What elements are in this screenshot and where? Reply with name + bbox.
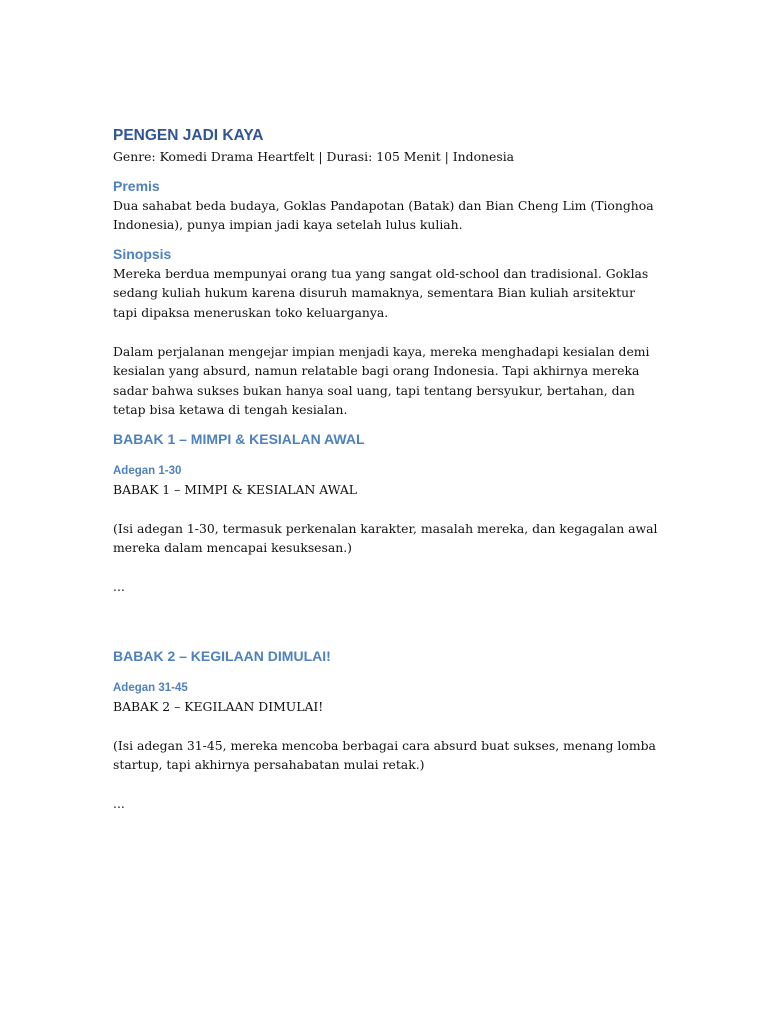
sinopsis-paragraph-2: Dalam perjalanan mengejar impian menjadi kaya, mereka menghadapi kesialan demi kesialan yang absurd, namun relatable bagi orang Indonesia. Tapi akhirnya mereka sadar bahwa sukses bukan hanya soal uang, tapi tentang bersyukur, bertahan, dan tetap bisa ketawa di tengah kesialan. [113, 343, 650, 417]
document-page [113, 125, 661, 814]
babak-1-adegan-title: BABAK 1 – MIMPI & KESIALAN AWAL [113, 481, 357, 497]
sinopsis-heading: Sinopsis [113, 245, 172, 262]
premis-text: Dua sahabat beda budaya, Goklas Pandapotan (Batak) dan Bian Cheng Lim (Tionghoa Indonesia), punya impian jadi kaya setelah lulus kuliah. [113, 197, 654, 232]
adegan-1-30-heading: Adegan 1-30 [113, 464, 182, 477]
babak-1-description: (Isi adegan 1-30, termasuk perkenalan karakter, masalah mereka, dan kegagalan awal mereka dalam mencapai kesuksesan.) [113, 520, 658, 555]
document-meta: Genre: Komedi Drama Heartfelt | Durasi: 105 Menit | Indonesia [113, 149, 515, 164]
document-title: PENGEN JADI KAYA [113, 127, 264, 144]
sinopsis-paragraph-1: Mereka berdua mempunyai orang tua yang sangat old-school dan tradisional. Goklas sedang kuliah hukum karena disuruh mamaknya, sementara Bian kuliah arsitektur tapi dipaksa meneruskan toko keluarganya. [113, 265, 649, 320]
babak-2-ellipsis: ... [113, 796, 125, 811]
babak-1-heading: BABAK 1 – MIMPI & KESIALAN AWAL [113, 430, 365, 447]
babak-2-description: (Isi adegan 31-45, mereka mencoba berbagai cara absurd buat sukses, menang lomba startup, tapi akhirnya persahabatan mulai retak.) [113, 737, 656, 772]
babak-2-heading: BABAK 2 – KEGILAAN DIMULAI! [113, 647, 331, 664]
babak-2-adegan-title: BABAK 2 – KEGILAAN DIMULAI! [113, 698, 324, 714]
premis-heading: Premis [113, 177, 160, 194]
adegan-31-45-heading: Adegan 31-45 [113, 681, 188, 694]
babak-1-ellipsis: ... [113, 579, 125, 594]
